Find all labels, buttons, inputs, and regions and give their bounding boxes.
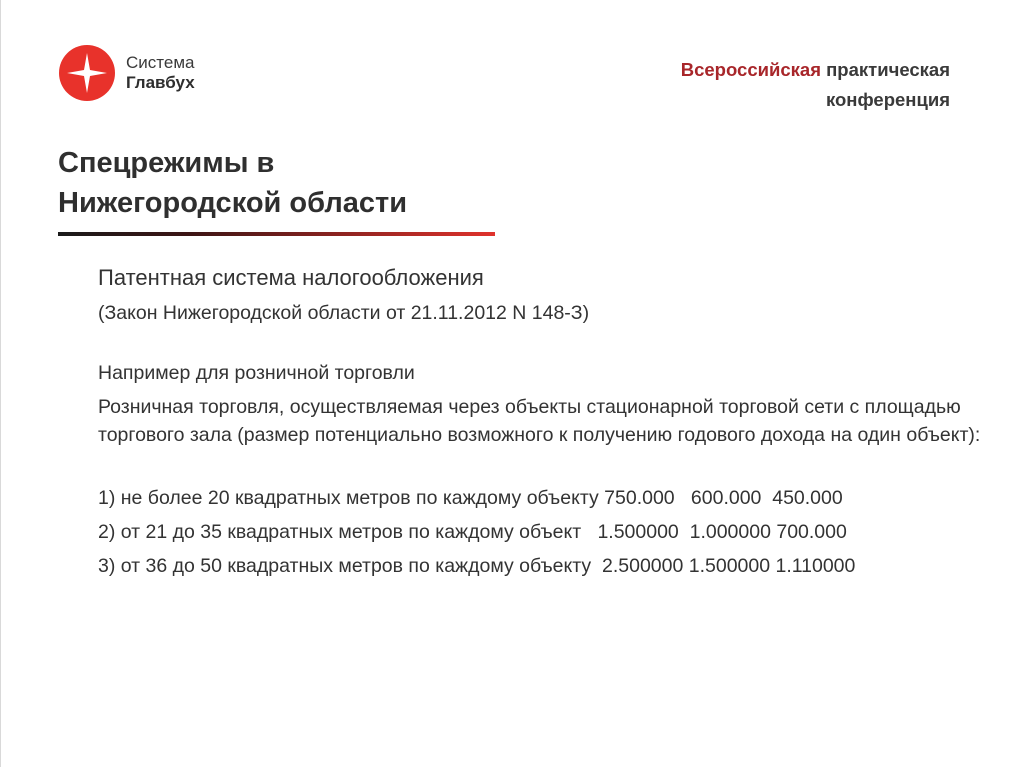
example-intro: Например для розничной торговли (98, 362, 415, 384)
conference-line-2: конференция (825, 89, 950, 110)
logo-line-1: Система (126, 53, 195, 73)
conference-line-1 (681, 55, 950, 85)
rates-list (98, 481, 998, 583)
conference-line-1-rest: практическая (820, 59, 950, 80)
slide-title-line-1: Спецрежимы в (58, 147, 275, 179)
slide-content (98, 263, 998, 583)
rate-item-2: 2) от 21 до 35 квадратных метров по каждому объект 1.500000 1.000000 700.000 (98, 521, 847, 543)
title-underline (58, 232, 495, 236)
law-reference: (Закон Нижегородской области от 21.11.2012 N 148-З) (98, 302, 590, 324)
logo-text (126, 53, 195, 92)
rate-item-3: 3) от 36 до 50 квадратных метров по каждому объекту 2.500000 1.500000 1.110000 (98, 555, 856, 577)
slide-title-line-2: Нижегородской области (58, 187, 408, 219)
conference-label (681, 55, 950, 115)
description-paragraph: Розничная торговля, осуществляемая через объекты стационарной торговой сети с площадью торгового зала (размер потенциально возможного к получению годового дохода на один объект): (98, 396, 981, 446)
section-heading: Патентная система налогообложения (98, 265, 484, 290)
glavbukh-logo (58, 44, 195, 102)
logo-line-2: Главбух (126, 73, 195, 92)
conference-accent-word: Всероссийская (680, 59, 821, 80)
slide-title (58, 143, 407, 223)
rate-item-1: 1) не более 20 квадратных метров по каждому объекту 750.000 600.000 450.000 (98, 487, 843, 509)
sparkle-logo-icon (58, 44, 116, 102)
slide-left-border (0, 0, 1, 767)
